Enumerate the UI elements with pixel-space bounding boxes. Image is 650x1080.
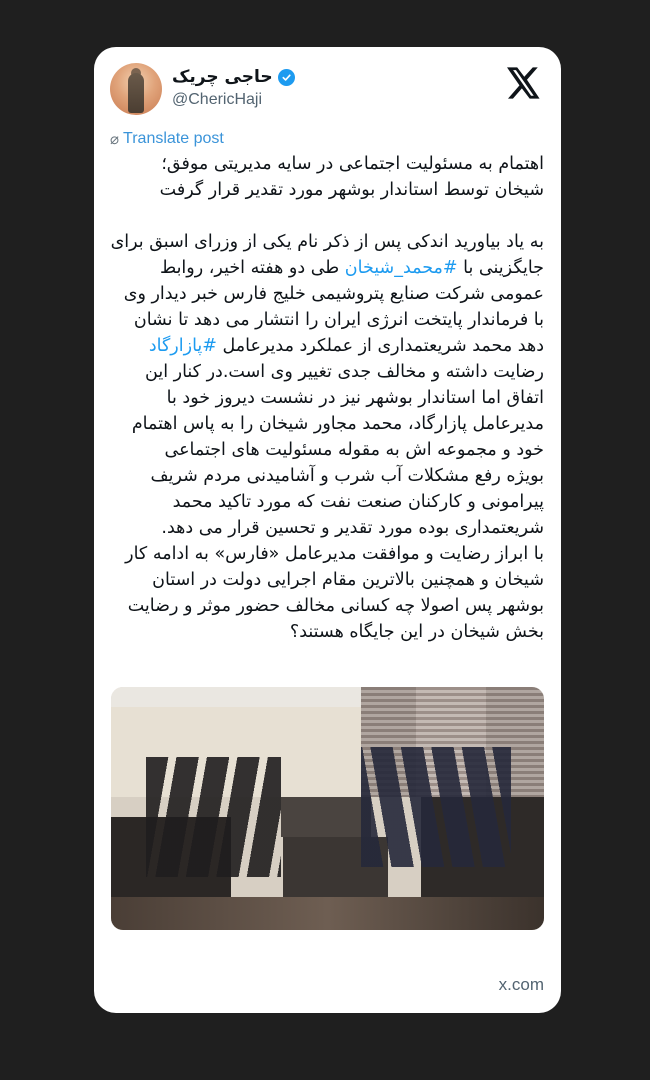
paragraph-spacer bbox=[110, 203, 544, 229]
headline-line: اهتمام به مسئولیت اجتماعی در سایه مدیریتی موفق؛ bbox=[161, 154, 544, 174]
body-line: خود و مجموعه اش به مقوله مسئولیت های اجتماعی bbox=[164, 440, 544, 460]
body-line: بخش شیخان در این جایگاه هستند؟ bbox=[289, 622, 544, 642]
photo-people-right bbox=[361, 747, 511, 867]
body-line: مدیرعامل پازارگاد، محمد مجاور شیخان را به پاس اهتمام bbox=[131, 414, 544, 434]
headline-line: شیخان توسط استاندار بوشهر مورد تقدیر قرار گرفت bbox=[159, 180, 544, 200]
author-display-name[interactable]: حاجی چریک bbox=[172, 67, 273, 87]
photo-desk-foreground bbox=[111, 897, 544, 930]
author-name-row bbox=[172, 67, 295, 87]
translate-post-link[interactable] bbox=[110, 130, 224, 148]
post-photo[interactable] bbox=[111, 687, 544, 930]
photo-coffee-table bbox=[281, 797, 371, 837]
translate-icon: ⌀ bbox=[110, 131, 120, 148]
body-line: رضایت داشته و مخالف جدی تغییر وی است.در کنار این bbox=[145, 362, 544, 382]
body-line: شریعتمداری بوده مورد تقدیر و تحسین قرار می دهد. bbox=[161, 518, 544, 538]
body-line bbox=[110, 333, 544, 359]
body-line: اتفاق اما استاندار بوشهر نیز در نشست دیروز خود با bbox=[166, 388, 544, 408]
body-line: پیرامونی و کارکنان صنعت نفت که مورد تاکید محمد bbox=[172, 492, 544, 512]
body-text: دهد محمد شریعتمداری از عملکرد مدیرعامل bbox=[216, 336, 544, 356]
x-logo-icon bbox=[507, 67, 541, 99]
body-line bbox=[110, 255, 544, 281]
avatar[interactable] bbox=[110, 63, 162, 115]
hashtag-link[interactable]: #محمد_شیخان bbox=[344, 258, 458, 278]
post-card[interactable] bbox=[94, 47, 561, 1013]
hashtag-link[interactable]: #پازارگاد bbox=[148, 336, 217, 356]
author-handle[interactable]: @ChericHaji bbox=[172, 91, 263, 108]
body-text: طی دو هفته اخیر، روابط bbox=[159, 258, 345, 278]
body-text: جایگزینی با bbox=[457, 258, 544, 278]
photo-people-left bbox=[146, 757, 281, 877]
body-line: بوشهر پس اصولا چه کسانی مخالف حضور موثر و رضایت bbox=[127, 596, 544, 616]
body-line: شیخان و همچنین بالاترین مقام اجرایی دولت در استان bbox=[152, 570, 544, 590]
source-domain[interactable]: x.com bbox=[498, 975, 544, 994]
body-line: بویژه رفع مشکلات آب شرب و آشامیدنی مردم شریف bbox=[150, 466, 544, 486]
body-line: به یاد بیاورید اندکی پس از ذکر نام یکی از وزرای اسبق برای bbox=[110, 232, 544, 252]
body-line: عمومی شرکت صنایع پتروشیمی خلیج فارس خبر دیدار وی bbox=[123, 284, 544, 304]
body-line: با فرماندار پایتخت انرژی ایران را انتشار می دهد تا نشان bbox=[133, 310, 544, 330]
verified-badge-icon bbox=[278, 69, 295, 86]
avatar-figure bbox=[128, 73, 144, 113]
body-line: با ابراز رضایت و موافقت مدیرعامل «فارس» به ادامه کار bbox=[125, 544, 544, 564]
post-text bbox=[110, 151, 544, 645]
translate-label: Translate post bbox=[123, 130, 224, 147]
